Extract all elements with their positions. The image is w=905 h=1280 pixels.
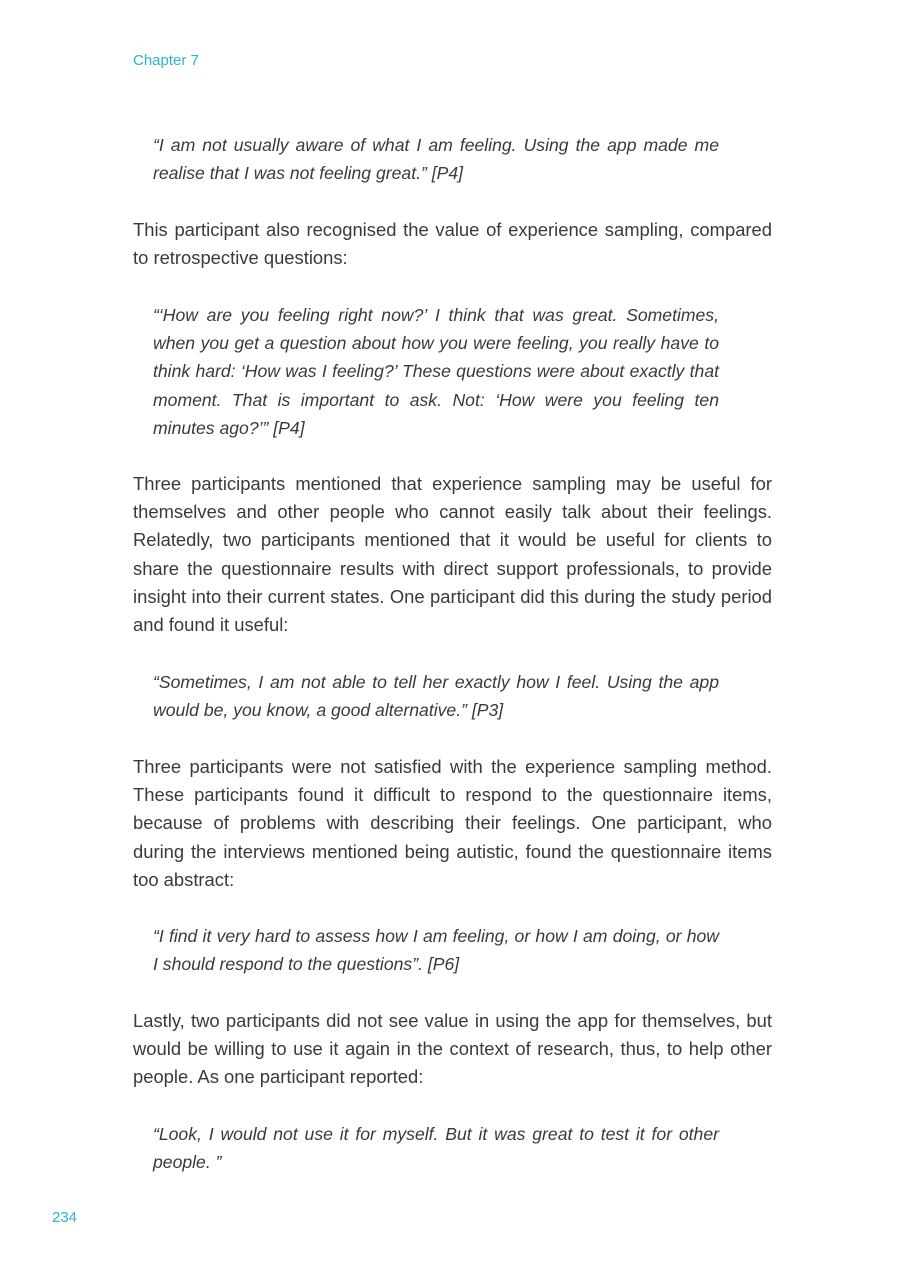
body-paragraph: Three participants were not satisfied with the experience sampling method. These participants found it difficult to respond to the questionnaire items, because of problems with describing their feelings. One participant, who during the interviews mentioned being autistic, found the questionnaire items too abstract: [133, 756, 772, 890]
quote-block: “I find it very hard to assess how I am feeling, or how I am doing, or how I should respond to the questions”. [P6] [153, 926, 719, 975]
quote-block: “I am not usually aware of what I am feeling. Using the app made me realise that I was not feeling great.” [P4] [153, 135, 719, 184]
body-paragraph: This participant also recognised the value of experience sampling, compared to retrospective questions: [133, 219, 772, 269]
page-number: 234 [52, 1209, 78, 1226]
running-head-chapter: Chapter 7 [133, 52, 199, 69]
body-paragraph: Lastly, two participants did not see value in using the app for themselves, but would be willing to use it again in the context of research, thus, to help other people. As one participant reported: [133, 1010, 772, 1088]
quote-block: “Sometimes, I am not able to tell her exactly how I feel. Using the app would be, you know, a good alternative.” [P3] [153, 672, 719, 721]
quote-block: “‘How are you feeling right now?’ I think that was great. Sometimes, when you get a question about how you were feeling, you really have to think hard: ‘How was I feeling?’ These questions were about exactly that moment. That is important to ask. Not: ‘How were you feeling ten minutes ago?’” [P4] [153, 305, 719, 438]
quote-block: “Look, I would not use it for myself. But it was great to test it for other people. ” [153, 1124, 719, 1173]
body-paragraph: Three participants mentioned that experience sampling may be useful for themselves and other people who cannot easily talk about their feelings. Relatedly, two participants mentioned that it would be useful for clients to share the questionnaire results with direct support professionals, to provide insight into their current states. One participant did this during the study period and found it useful: [133, 473, 772, 636]
